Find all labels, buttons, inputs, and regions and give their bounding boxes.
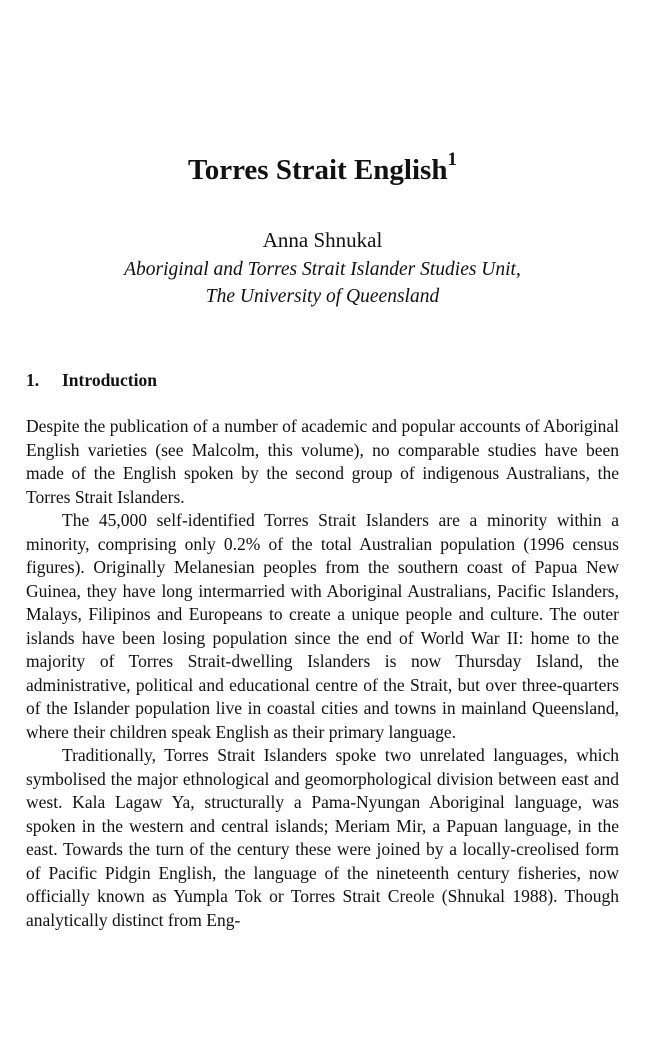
affiliation-line-2: The University of Queensland <box>205 286 440 307</box>
body-text <box>26 415 619 932</box>
paragraph-2: The 45,000 self-identified Torres Strait Islanders are a minority within a minority, comprising only 0.2% of the total Australian population (1996 census figures). Originally Melanesian peoples from the southern coast of Papua New Guinea, they have long intermarried with Aboriginal Australians, Pacific Islanders, Malays, Filipinos and Europeans to create a unique people and culture. The outer islands have been losing population since the end of World War II: home to the majority of Torres Strait-dwelling Islanders is now Thursday Island, the administrative, political and educational centre of the Strait, but over three-quarters of the Islander population live in coastal cities and towns in mainland Queensland, where their children speak English as their primary language. <box>26 510 619 742</box>
author-name: Anna Shnukal <box>262 228 383 252</box>
title-text: Torres Strait English <box>188 154 448 186</box>
section-title: Introduction <box>62 370 157 390</box>
paragraph-3: Traditionally, Torres Strait Islanders spoke two unrelated languages, which symbolised the major ethnological and geomorphological division between east and west. Kala Lagaw Ya, structurally a Pama-Nyungan Aboriginal language, was spoken in the western and central islands; Meriam Mir, a Papuan language, in the east. Towards the turn of the century these were joined by a locally-creolised form of Pacific Pidgin English, the language of the nineteenth century fisheries, now officially known as Yumpla Tok or Torres Strait Creole (Shnukal 1988). Though analytically distinct from Eng- <box>26 745 619 930</box>
paper-title <box>26 150 619 190</box>
section-heading <box>26 368 157 392</box>
title-footnote-marker[interactable]: 1 <box>447 149 457 171</box>
section-number: 1. <box>26 370 40 390</box>
affiliation-line-1: Aboriginal and Torres Strait Islander Studies Unit, <box>124 259 521 280</box>
author-affiliation <box>26 256 619 310</box>
paragraph-1: Despite the publication of a number of academic and popular accounts of Aboriginal English varieties (see Malcolm, this volume), no comparable studies have been made of the English spoken by the second group of indigenous Australians, the Torres Strait Islanders. <box>26 416 619 507</box>
